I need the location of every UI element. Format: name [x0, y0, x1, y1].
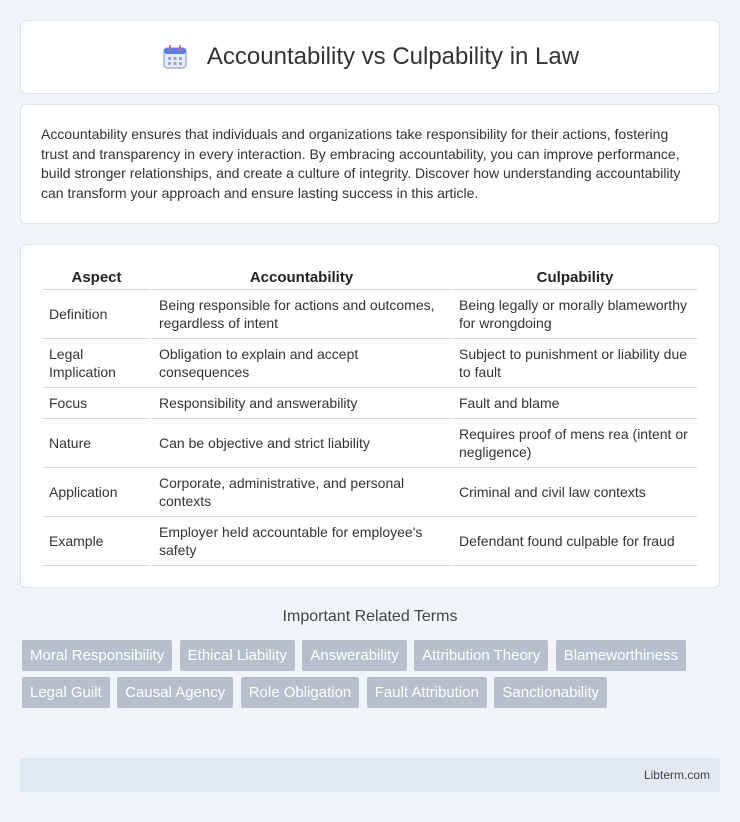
row-aspect-cell: Application	[43, 468, 150, 517]
accountability-cell: Obligation to explain and accept consequences	[150, 339, 450, 388]
table-row	[43, 517, 697, 566]
related-term-tag[interactable]: Ethical Liability	[180, 640, 295, 671]
related-term-tag[interactable]: Blameworthiness	[556, 640, 686, 671]
row-aspect-cell: Focus	[43, 388, 150, 419]
calendar-icon	[161, 43, 189, 71]
related-term-tag[interactable]: Attribution Theory	[414, 640, 548, 671]
culpability-cell: Being legally or morally blameworthy for wrongdoing	[450, 290, 697, 339]
row-aspect-cell: Definition	[43, 290, 150, 339]
footer	[20, 758, 720, 792]
related-term-tag[interactable]: Fault Attribution	[367, 677, 487, 708]
related-terms-title: Important Related Terms	[282, 608, 458, 625]
column-header-culpability: Culpability	[450, 267, 697, 290]
footer-site-link[interactable]: Libterm.com	[643, 768, 710, 782]
title-wrap	[161, 43, 579, 71]
page-title: Accountability vs Culpability in Law	[206, 43, 580, 70]
table-row	[43, 468, 697, 517]
row-aspect-cell: Example	[43, 517, 150, 566]
table-row	[43, 339, 697, 388]
culpability-cell: Criminal and civil law contexts	[450, 468, 697, 517]
related-term-tag[interactable]: Causal Agency	[117, 677, 233, 708]
accountability-cell: Can be objective and strict liability	[150, 419, 450, 468]
row-aspect-cell: Legal Implication	[43, 339, 150, 388]
table-header-row	[43, 267, 697, 290]
related-term-tag[interactable]: Legal Guilt	[22, 677, 110, 708]
related-term-tag[interactable]: Sanctionability	[494, 677, 607, 708]
related-term-tag[interactable]: Answerability	[302, 640, 406, 671]
column-header-aspect: Aspect	[43, 267, 150, 290]
accountability-cell: Being responsible for actions and outcomes, regardless of intent	[150, 290, 450, 339]
comparison-table-card	[20, 244, 720, 588]
related-term-tag[interactable]: Role Obligation	[241, 677, 360, 708]
related-terms-list	[22, 640, 722, 714]
culpability-cell: Subject to punishment or liability due to fault	[450, 339, 697, 388]
accountability-cell: Responsibility and answerability	[150, 388, 450, 419]
row-aspect-cell: Nature	[43, 419, 150, 468]
comparison-table	[43, 267, 697, 566]
column-header-accountability: Accountability	[150, 267, 450, 290]
header-card	[20, 20, 720, 94]
related-term-tag[interactable]: Moral Responsibility	[22, 640, 172, 671]
intro-text: Accountability ensures that individuals and organizations take responsibility for their actions, fostering trust and transparency in every interaction. By embracing accountability, you can improve performance, build stronger relationships, and create a culture of integrity. Discover how understanding accountability can transform your approach and ensure lasting success in this article.	[41, 126, 681, 201]
culpability-cell: Defendant found culpable for fraud	[450, 517, 697, 566]
culpability-cell: Requires proof of mens rea (intent or negligence)	[450, 419, 697, 468]
accountability-cell: Corporate, administrative, and personal contexts	[150, 468, 450, 517]
table-row	[43, 419, 697, 468]
culpability-cell: Fault and blame	[450, 388, 697, 419]
accountability-cell: Employer held accountable for employee's safety	[150, 517, 450, 566]
table-row	[43, 388, 697, 419]
intro-card	[20, 104, 720, 224]
table-row	[43, 290, 697, 339]
